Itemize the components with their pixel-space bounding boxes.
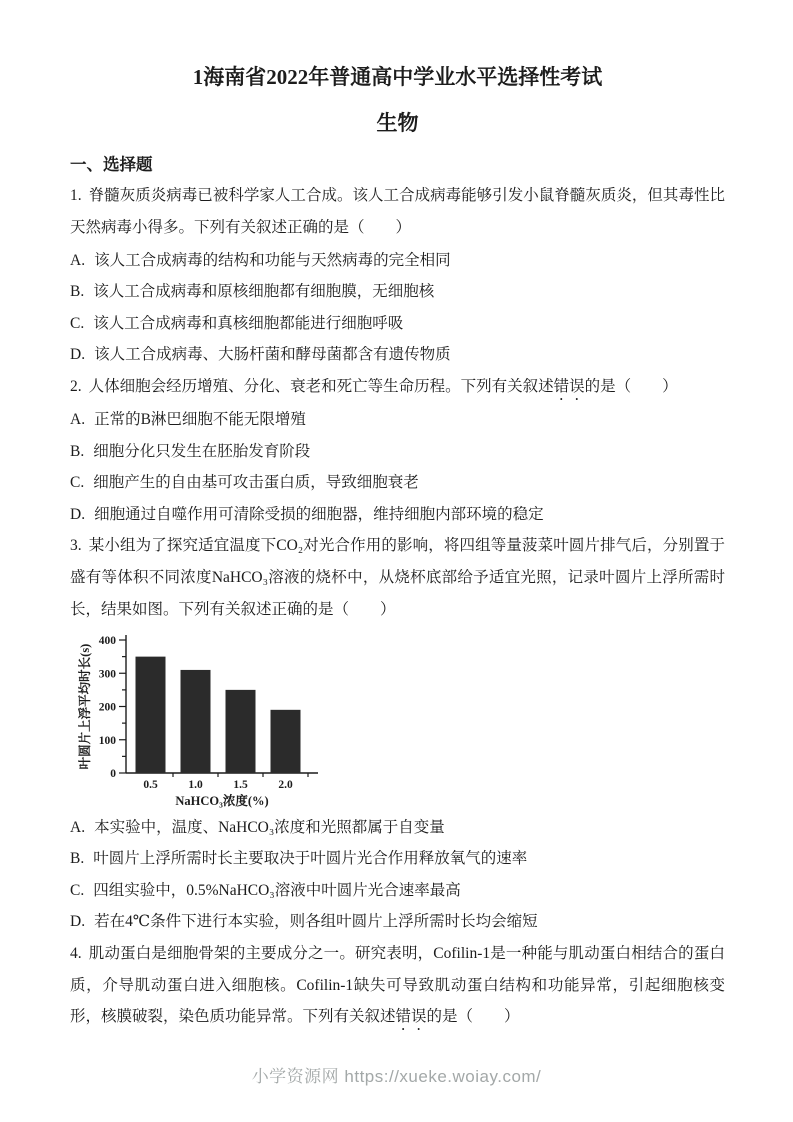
question-2-option-c xyxy=(70,467,725,499)
svg-text:2.0: 2.0 xyxy=(278,778,293,791)
q3-bar-chart xyxy=(76,630,725,808)
subject-title: 生物 xyxy=(376,111,419,135)
section-heading: 一、选择题 xyxy=(70,155,153,174)
stem-text: 的是（ ） xyxy=(426,1008,520,1026)
question-number: 4. xyxy=(70,944,82,962)
svg-text:0: 0 xyxy=(110,767,116,780)
option-text: 细胞通过自噬作用可清除受损的细胞器，维持细胞内部环境的稳定 xyxy=(94,505,544,523)
option-text: 该人工合成病毒的结构和功能与天然病毒的完全相同 xyxy=(94,251,451,269)
question-number: 3. xyxy=(70,537,82,555)
option-text: 细胞分化只发生在胚胎发育阶段 xyxy=(93,442,311,460)
question-2 xyxy=(70,371,725,530)
svg-text:200: 200 xyxy=(98,701,116,714)
option-text: 细胞产生的自由基可攻击蛋白质，导致细胞衰老 xyxy=(93,474,419,492)
option-label: A. xyxy=(70,410,86,428)
svg-text:100: 100 xyxy=(98,734,116,747)
option-text: 正常的B淋巴细胞不能无限增殖 xyxy=(94,410,306,428)
stem-emphasis: 错误 xyxy=(395,1008,427,1026)
question-2-option-d xyxy=(70,499,725,531)
question-2-option-a xyxy=(70,404,725,436)
option-label: B. xyxy=(70,283,85,301)
svg-text:1.0: 1.0 xyxy=(188,778,203,791)
option-label: C. xyxy=(70,474,85,492)
svg-text:叶圆片上浮平均时长(s): 叶圆片上浮平均时长(s) xyxy=(78,643,92,769)
option-label: D. xyxy=(70,346,86,364)
svg-text:400: 400 xyxy=(98,634,116,647)
question-number: 1. xyxy=(70,187,82,204)
option-label: A. xyxy=(70,818,86,836)
question-4-stem xyxy=(70,938,725,1034)
stem-emphasis: 错误 xyxy=(553,377,585,395)
option-text: 叶圆片上浮所需时长主要取决于叶圆片光合作用释放氧气的速率 xyxy=(93,850,528,868)
stem-text: 肌动蛋白是细胞骨架的主要成分之一。研究表明，Cofilin-1是一种能与肌动蛋白相结合的蛋白质，介导肌动蛋白进入细胞核。Cofilin-1缺失可导致肌动蛋白结构和功能异常，引起细胞核变形，核膜破裂，染色质功能异常。下列有关叙述 xyxy=(70,944,725,1026)
exam-page xyxy=(70,62,725,1034)
stem-text: 的是（ ） xyxy=(584,377,678,395)
question-1-option-b xyxy=(70,276,725,308)
option-text: 四组实验中，0.5%NaHCO₃溶液中叶圆片光合速率最高 xyxy=(93,881,461,899)
stem-text: 人体细胞会经历增殖、分化、衰老和死亡等生命历程。下列有关叙述 xyxy=(88,377,554,395)
question-3 xyxy=(70,530,725,938)
svg-text:300: 300 xyxy=(98,667,116,680)
stem-text: 某小组为了探究适宜温度下CO₂对光合作用的影响，将四组等量菠菜叶圆片排气后，分别置于盛有等体积不同浓度NaHCO₃溶液的烧杯中，从烧杯底部给予适宜光照，记录叶圆片上浮所需时长，结果如图。下列有关叙述 xyxy=(70,537,725,618)
question-1-option-d xyxy=(70,339,725,371)
svg-text:NaHCO₃浓度(%): NaHCO₃浓度(%) xyxy=(175,793,269,808)
question-4 xyxy=(70,938,725,1034)
option-label: C. xyxy=(70,881,85,899)
option-label: B. xyxy=(70,442,85,460)
question-3-stem xyxy=(70,530,725,626)
page-title: 1海南省2022年普通高中学业水平选择性考试 xyxy=(192,65,603,89)
option-label: B. xyxy=(70,850,85,868)
question-3-option-c xyxy=(70,875,725,907)
question-3-option-b xyxy=(70,843,725,875)
stem-text: 正确的是（ ） xyxy=(271,600,396,618)
option-label: D. xyxy=(70,913,86,931)
source-watermark: 小学资源网 https://xueke.woiay.com/ xyxy=(251,1067,542,1086)
question-1 xyxy=(70,180,725,371)
question-2-stem xyxy=(70,371,725,404)
stem-text: 脊髓灰质炎病毒已被科学家人工合成。该人工合成病毒能够引发小鼠脊髓灰质炎，但其毒性比天然病毒小得多。下列有关叙述 xyxy=(70,187,725,236)
question-3-option-d xyxy=(70,906,725,938)
option-text: 该人工合成病毒和原核细胞都有细胞膜，无细胞核 xyxy=(93,283,435,301)
question-1-stem xyxy=(70,180,725,245)
svg-text:1.5: 1.5 xyxy=(233,778,248,791)
stem-text: 正确的是（ ） xyxy=(287,218,412,236)
question-number: 2. xyxy=(70,377,82,395)
option-text: 本实验中，温度、NaHCO₃浓度和光照都属于自变量 xyxy=(94,818,445,836)
option-label: C. xyxy=(70,314,85,332)
question-1-option-a xyxy=(70,245,725,277)
question-2-option-b xyxy=(70,436,725,468)
option-label: A. xyxy=(70,251,86,269)
option-text: 若在4℃条件下进行本实验，则各组叶圆片上浮所需时长均会缩短 xyxy=(94,913,538,931)
option-text: 该人工合成病毒、大肠杆菌和酵母菌都含有遗传物质 xyxy=(94,346,451,364)
svg-text:0.5: 0.5 xyxy=(143,778,158,791)
question-1-option-c xyxy=(70,308,725,340)
question-3-option-a xyxy=(70,812,725,844)
option-text: 该人工合成病毒和真核细胞都能进行细胞呼吸 xyxy=(93,314,404,332)
option-label: D. xyxy=(70,505,86,523)
